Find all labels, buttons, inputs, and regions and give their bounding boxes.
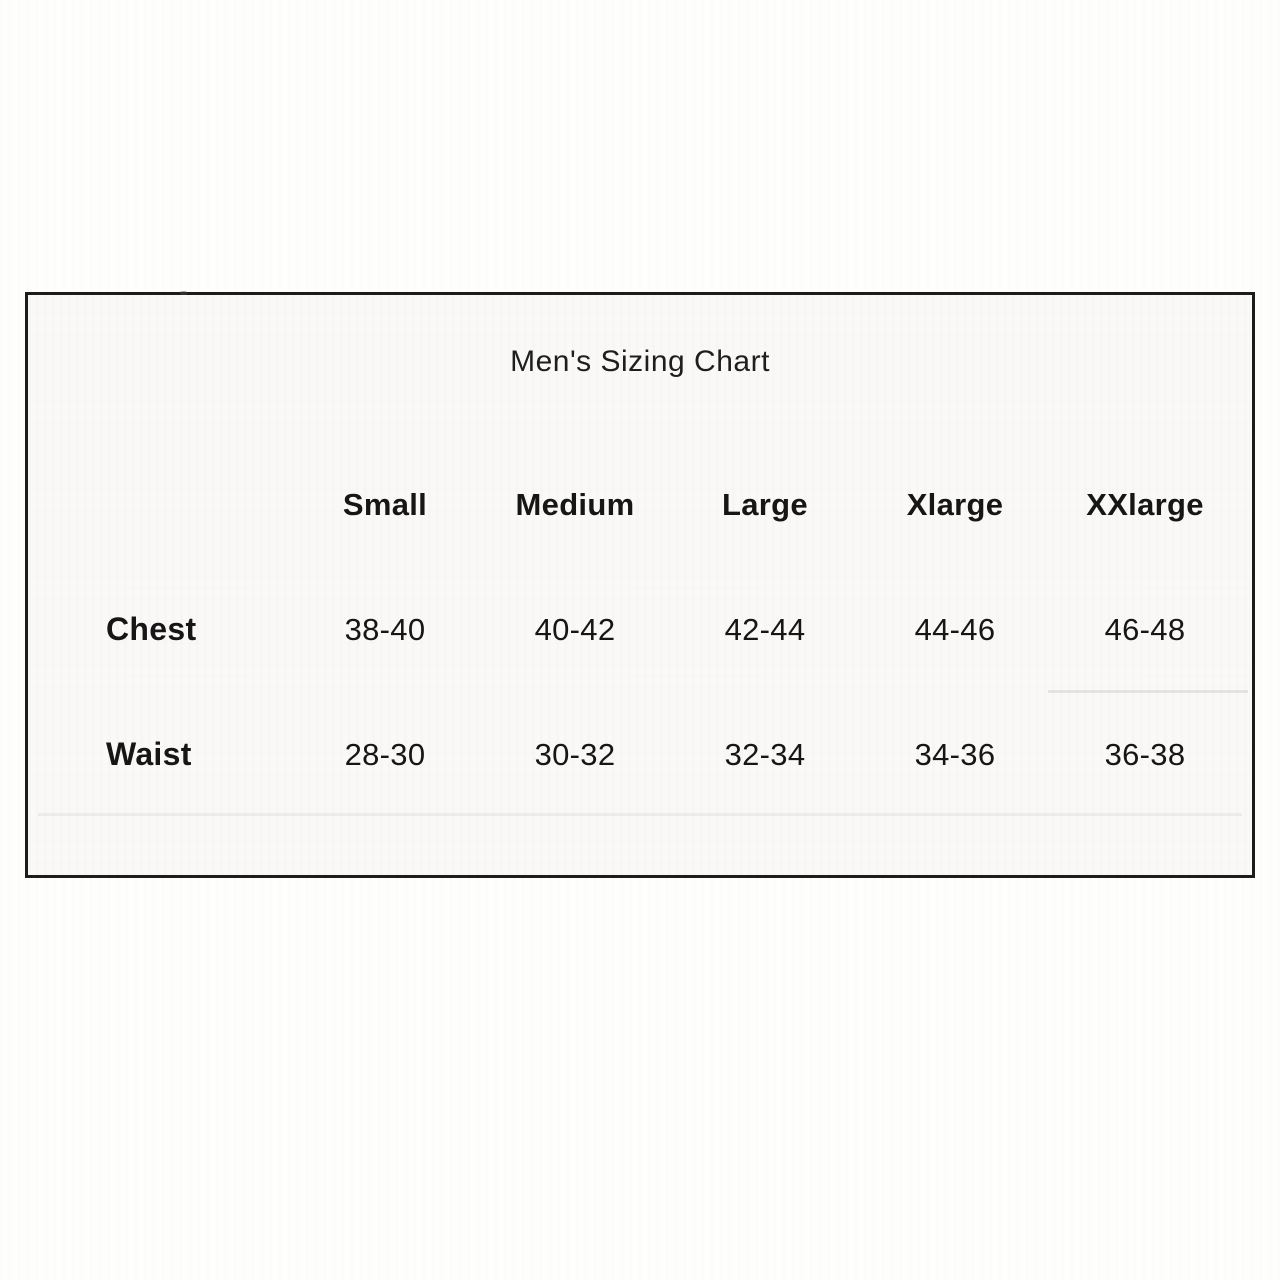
col-header-medium: Medium	[515, 487, 635, 522]
row-label-chest: Chest	[106, 611, 197, 647]
col-header-xlarge: Xlarge	[906, 487, 1004, 522]
size-header-row	[28, 487, 1252, 523]
scan-artifact-line	[38, 813, 1242, 816]
chest-value-xxlarge: 46-48	[1104, 611, 1186, 647]
chest-value-small: 38-40	[344, 611, 426, 647]
col-header-large: Large	[722, 487, 808, 522]
waist-value-xlarge: 34-36	[914, 736, 996, 772]
table-row-waist	[28, 736, 1252, 773]
waist-value-medium: 30-32	[534, 736, 616, 772]
chest-value-xlarge: 44-46	[914, 611, 996, 647]
waist-value-xxlarge: 36-38	[1104, 736, 1186, 772]
row-label-waist: Waist	[106, 736, 192, 772]
scan-artifact-line	[1048, 690, 1248, 693]
table-row-chest	[28, 611, 1252, 648]
chest-value-large: 42-44	[724, 611, 806, 647]
col-header-xxlarge: XXlarge	[1086, 487, 1204, 522]
sizing-chart-panel	[25, 292, 1255, 878]
col-header-small: Small	[342, 487, 428, 522]
waist-value-large: 32-34	[724, 736, 806, 772]
chart-title: Men's Sizing Chart	[510, 345, 770, 378]
chest-value-medium: 40-42	[534, 611, 616, 647]
scan-speck	[180, 291, 187, 295]
waist-value-small: 28-30	[344, 736, 426, 772]
